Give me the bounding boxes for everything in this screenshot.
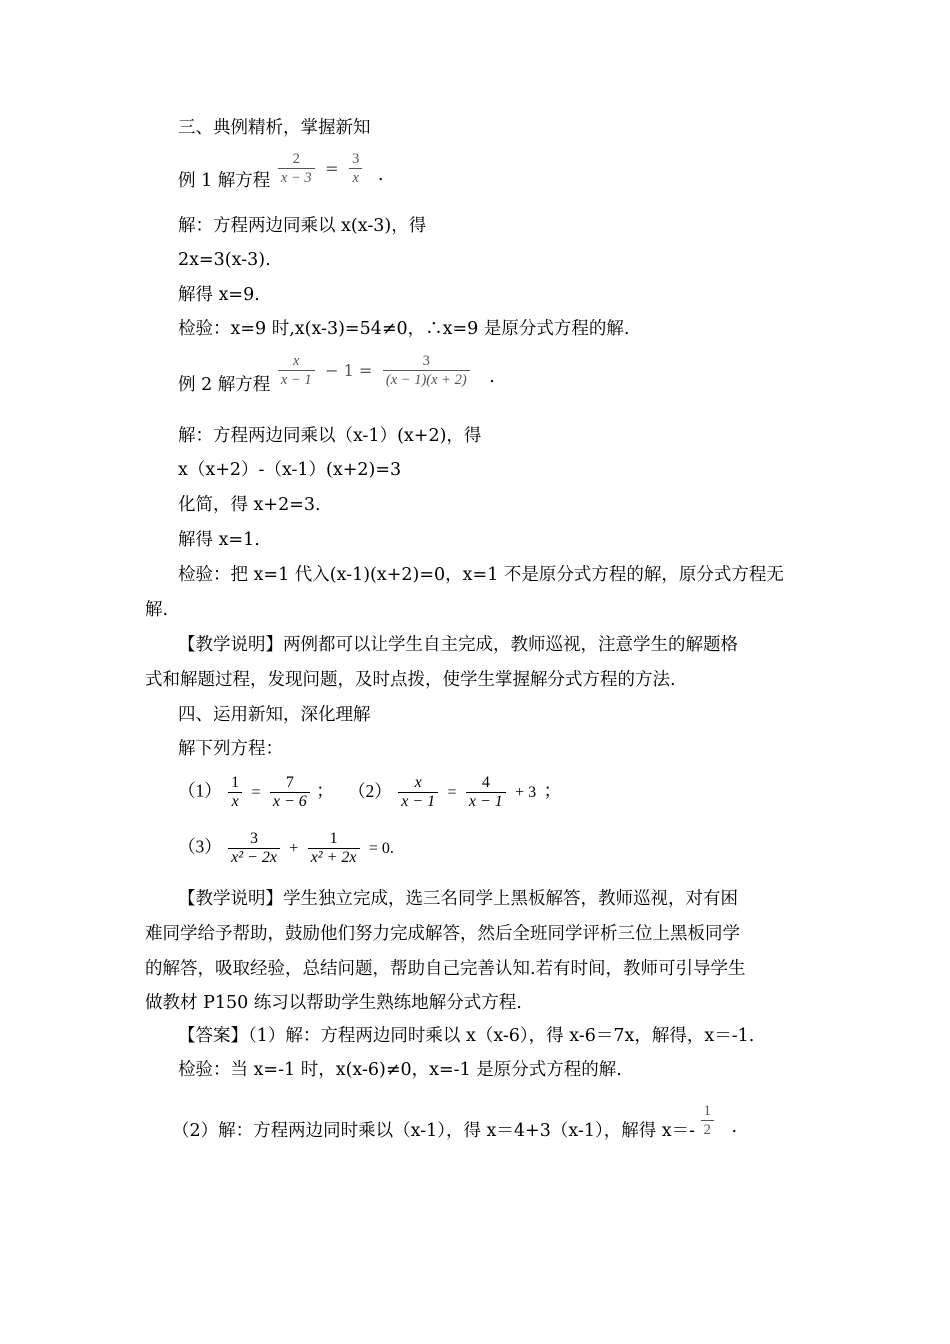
period: . bbox=[731, 1117, 738, 1137]
example1-lhs-fraction bbox=[278, 150, 315, 187]
equation-middle: − 1 = bbox=[325, 360, 373, 380]
plus-three: + 3 bbox=[515, 783, 537, 801]
fraction-numerator: 2 bbox=[278, 150, 315, 169]
fraction-numerator: 3 bbox=[349, 150, 362, 169]
equals-sign: = bbox=[251, 783, 261, 801]
section4-intro: 解下列方程： bbox=[178, 739, 283, 759]
example2-step4: 解得 x=1. bbox=[178, 530, 260, 550]
fraction-denominator: x − 3 bbox=[280, 170, 312, 186]
problem3-first-fraction bbox=[228, 830, 280, 867]
fraction-denominator: x² − 2x bbox=[231, 849, 277, 866]
example1-rhs-fraction bbox=[349, 150, 362, 187]
fraction-denominator: x² + 2x bbox=[310, 849, 357, 866]
fraction-denominator: x − 6 bbox=[272, 793, 307, 810]
equals-zero: = 0. bbox=[368, 839, 394, 857]
teaching-note-2-cont3: 做教材 P150 练习以帮助学生熟练地解分式方程. bbox=[145, 993, 522, 1013]
problem3-label: （3） bbox=[178, 836, 222, 857]
period: . bbox=[489, 367, 495, 387]
fraction-denominator: x bbox=[231, 793, 239, 810]
problem1-label: （1） bbox=[178, 780, 222, 801]
fraction-denominator: x − 1 bbox=[280, 372, 312, 388]
fraction-numerator: 1 bbox=[703, 1103, 711, 1119]
fraction-denominator: x bbox=[352, 170, 359, 186]
problem1-rhs-fraction bbox=[270, 774, 310, 811]
example2-step3: 化简，得 x+2=3. bbox=[178, 495, 321, 515]
teaching-note-2: 【教学说明】学生独立完成，选三名同学上黑板解答，教师巡视，对有困 bbox=[178, 889, 738, 909]
fraction-denominator: 2 bbox=[701, 1120, 714, 1139]
section3-heading: 三、典例精析，掌握新知 bbox=[178, 118, 371, 138]
equals-sign: = bbox=[447, 783, 457, 801]
problem2-label: （2） bbox=[348, 780, 392, 801]
example2-rhs-fraction bbox=[383, 352, 470, 389]
teaching-note-2-cont2: 的解答，吸取经验，总结问题，帮助自己完善认知.若有时间，教师可引导学生 bbox=[145, 959, 746, 979]
answer-2-text: （2）解：方程两边同时乘以（x-1），得 x＝4+3（x-1），解得 x＝- bbox=[172, 1121, 696, 1141]
example1-step2: 2x=3(x-3). bbox=[178, 250, 271, 270]
fraction-numerator: 3 bbox=[383, 352, 470, 371]
fraction-numerator: 4 bbox=[466, 774, 506, 793]
section4-heading: 四、运用新知，深化理解 bbox=[178, 705, 371, 725]
answer-2-fraction bbox=[701, 1102, 714, 1139]
teaching-note-1: 【教学说明】两例都可以让学生自主完成，教师巡视，注意学生的解题格 bbox=[178, 635, 738, 655]
example2-line bbox=[178, 352, 495, 395]
problem3-second-fraction bbox=[308, 830, 360, 867]
problems-1-2 bbox=[178, 774, 561, 811]
example1-check: 检验：x=9 时,x(x-3)=54≠0，∴x=9 是原分式方程的解. bbox=[178, 319, 630, 339]
problem2-lhs-fraction bbox=[398, 774, 438, 811]
fraction-numerator: 1 bbox=[308, 830, 360, 849]
example2-step2: x（x+2）-（x-1）(x+2)=3 bbox=[178, 460, 402, 480]
example1-step3: 解得 x=9. bbox=[178, 285, 260, 305]
equals-sign: = bbox=[325, 158, 339, 178]
example2-check-cont: 解. bbox=[145, 600, 169, 620]
separator: ； bbox=[543, 780, 562, 801]
fraction-denominator: x − 1 bbox=[401, 793, 436, 810]
example2-check: 检验：把 x=1 代入(x-1)(x+2)=0，x=1 不是原分式方程的解，原分式方程无 bbox=[178, 565, 784, 585]
fraction-denominator: x − 1 bbox=[468, 793, 503, 810]
fraction-numerator: x bbox=[398, 774, 438, 793]
fraction-denominator: (x − 1)(x + 2) bbox=[385, 372, 467, 388]
example2-label: 例 2 解方程 bbox=[178, 375, 271, 395]
separator: ； bbox=[316, 780, 334, 801]
teaching-note-2-cont1: 难同学给予帮助，鼓励他们努力完成解答，然后全班同学评析三位上黑板同学 bbox=[145, 924, 740, 944]
fraction-numerator: 7 bbox=[270, 774, 310, 793]
example2-lhs-fraction bbox=[278, 352, 315, 389]
period: . bbox=[377, 165, 384, 185]
fraction-numerator: 3 bbox=[228, 830, 280, 849]
example1-label: 例 1 解方程 bbox=[178, 171, 271, 191]
fraction-numerator: x bbox=[278, 352, 315, 371]
example2-step1: 解：方程两边同乘以（x-1）(x+2)，得 bbox=[178, 426, 482, 446]
problem1-lhs-fraction bbox=[228, 774, 242, 811]
fraction-numerator: 1 bbox=[228, 774, 242, 793]
example1-step1: 解：方程两边同乘以 x(x-3)，得 bbox=[178, 216, 427, 236]
problem2-rhs-fraction bbox=[466, 774, 506, 811]
answer-1: 【答案】（1）解：方程两边同时乘以 x（x-6），得 x-6＝7x，解得，x＝-1. bbox=[178, 1026, 755, 1046]
problem-3 bbox=[178, 830, 397, 867]
teaching-note-1-cont: 式和解题过程，发现问题，及时点拨，使学生掌握解分式方程的方法. bbox=[145, 670, 676, 690]
plus-sign: + bbox=[289, 839, 299, 857]
answer-2 bbox=[172, 1102, 737, 1139]
example1-line bbox=[178, 150, 384, 191]
answer-1-check: 检验：当 x=-1 时，x(x-6)≠0，x=-1 是原分式方程的解. bbox=[178, 1060, 622, 1080]
